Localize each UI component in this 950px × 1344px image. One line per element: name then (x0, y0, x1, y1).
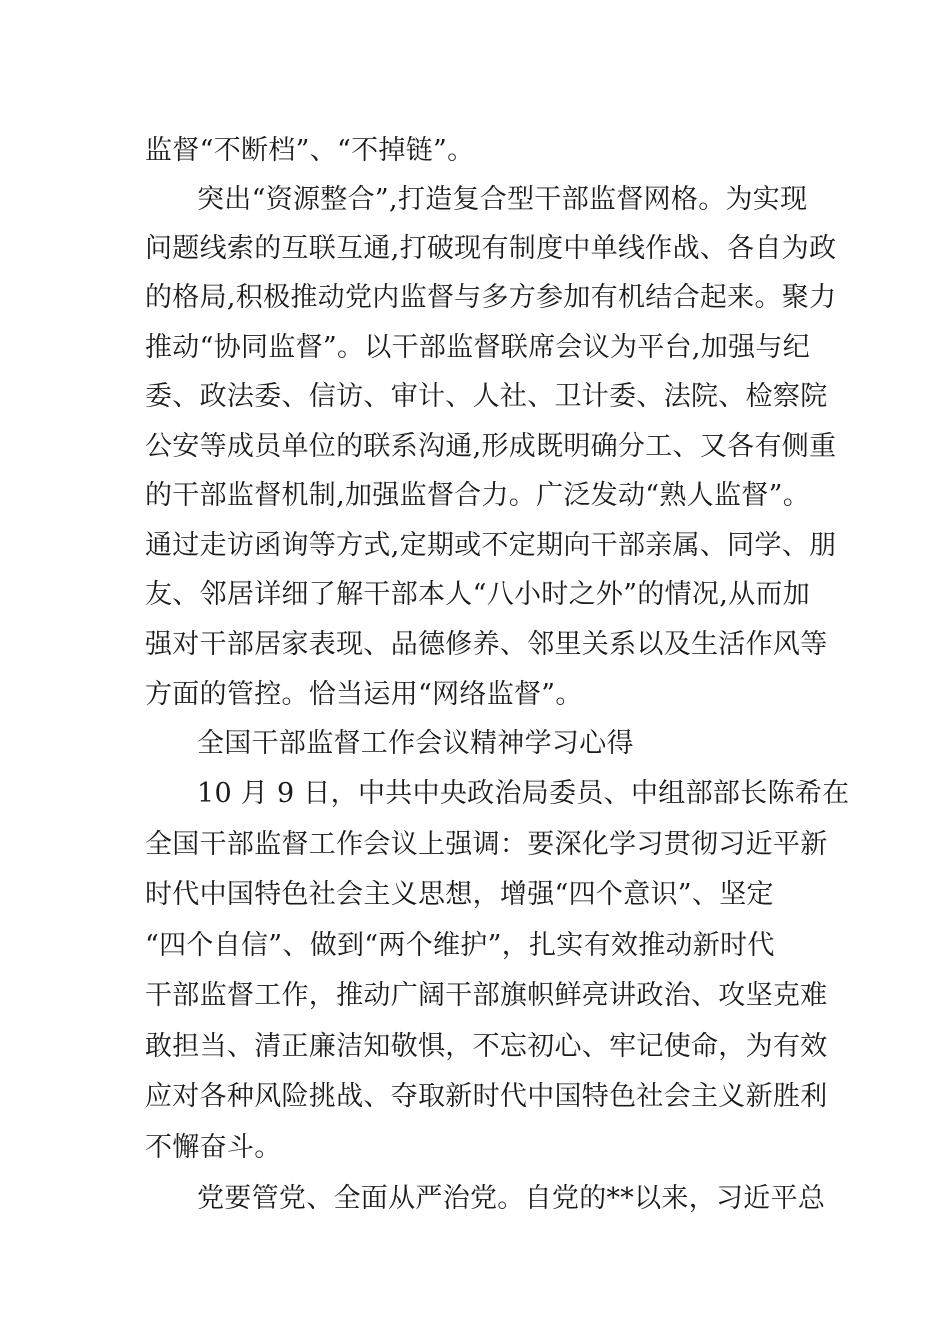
paragraph-line: 委、政法委、信访、审计、人社、卫计委、法院、检察院 (145, 381, 828, 412)
paragraph-line: 全国干部监督工作会议上强调：要深化学习贯彻习近平新 (145, 829, 828, 860)
paragraph-line: 敢担当、清正廉洁知敬惧，不忘初心、牢记使命，为有效 (145, 1031, 828, 1062)
section-title: 全国干部监督工作会议精神学习心得 (197, 728, 634, 759)
paragraph-line: 推动“协同监督”。以干部监督联席会议为平台,加强与纪 (145, 332, 810, 363)
paragraph-line: 突出“资源整合”,打造复合型干部监督网格。为实现 (197, 184, 808, 215)
paragraph-line: “四个自信”、做到“两个维护”，扎实有效推动新时代 (145, 930, 775, 961)
paragraph-line: 的格局,积极推动党内监督与多方参加有机结合起来。聚力 (145, 282, 837, 313)
paragraph-line: 友、邻居详细了解干部本人“八小时之外”的情况,从而加 (145, 579, 810, 610)
paragraph-line: 强对干部居家表现、品德修养、邻里关系以及生活作风等 (145, 629, 828, 660)
paragraph-line: 方面的管控。恰当运用“网络监督”。 (145, 679, 583, 710)
paragraph-line: 应对各种风险挑战、夺取新时代中国特色社会主义新胜利 (145, 1081, 828, 1112)
paragraph-line: 10 月 9 日，中共中央政治局委员、中组部部长陈希在 (197, 778, 850, 809)
paragraph-line: 公安等成员单位的联系沟通,形成既明确分工、又各有侧重 (145, 431, 837, 462)
paragraph-line: 不懈奋斗。 (145, 1132, 282, 1163)
paragraph-line: 干部监督工作，推动广阔干部旗帜鲜亮讲政治、攻坚克难 (145, 980, 828, 1011)
paragraph-line: 党要管党、全面从严治党。自党的**以来，习近平总 (197, 1183, 826, 1214)
paragraph-line: 的干部监督机制,加强监督合力。广泛发动“熟人监督”。 (145, 480, 810, 511)
paragraph-line: 通过走访函询等方式,定期或不定期向干部亲属、同学、朋 (145, 530, 837, 561)
paragraph-line: 监督“不断档”、“不掉链”。 (145, 135, 475, 166)
paragraph-line: 时代中国特色社会主义思想，增强“四个意识”、坚定 (145, 879, 774, 910)
paragraph-line: 问题线索的互联互通,打破现有制度中单线作战、各自为政 (145, 233, 837, 264)
